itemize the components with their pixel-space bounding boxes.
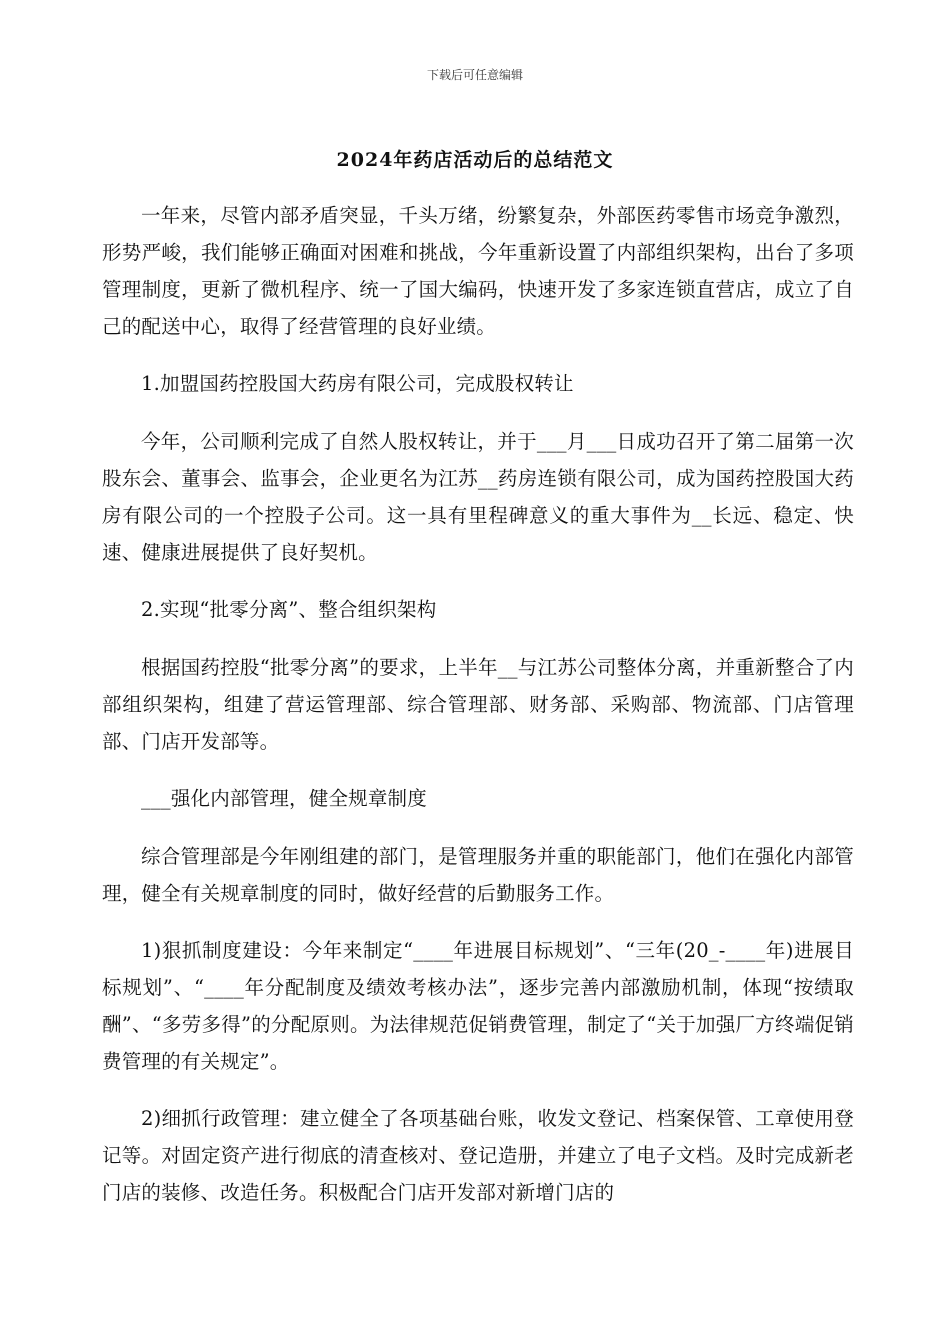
section-heading-2: 2.实现“批零分离”、整合组织架构: [141, 598, 437, 621]
paragraph-reorganization: 根据国药控股“批零分离”的要求，上半年__与江苏公司整体分离，并重新整合了内部组织架构，组建了营运管理部、综合管理部、财务部、采购部、物流部、门店管理部、门店开发部等。: [102, 656, 854, 753]
header-note: 下载后可任意编辑: [426, 68, 523, 82]
paragraph-equity-transfer: 今年，公司顺利完成了自然人股权转让，并于___月___日成功召开了第二届第一次股东会、董事会、监事会，企业更名为江苏__药房连锁有限公司，成为国药控股国大药房有限公司的一个控股子公司。这一具有里程碑意义的重大事件为__长远、稳定、快速、健康进展提供了良好契机。: [102, 430, 854, 564]
document-body: [102, 197, 854, 1231]
paragraph-admin-management: 2)细抓行政管理：建立健全了各项基础台账，收发文登记、档案保管、工章使用登记等。对固定资产进行彻底的清查核对、登记造册，并建立了电子文档。及时完成新老门店的装修、改造任务。积极配合门店开发部对新增门店的: [102, 1107, 854, 1204]
paragraph-intro: 一年来，尽管内部矛盾突显，千头万绪，纷繁复杂，外部医药零售市场竞争激烈，形势严峻，我们能够正确面对困难和挑战，今年重新设置了内部组织架构，出台了多项管理制度，更新了微机程序、统一了国大编码，快速开发了多家连锁直营店，成立了自己的配送中心，取得了经营管理的良好业绩。: [102, 204, 854, 338]
section-heading-3: ___强化内部管理，健全规章制度: [141, 787, 427, 810]
paragraph-management-dept: 综合管理部是今年刚组建的部门，是管理服务并重的职能部门，他们在强化内部管理，健全有关规章制度的同时，做好经营的后勤服务工作。: [102, 845, 854, 905]
section-heading-1: 1.加盟国药控股国大药房有限公司，完成股权转让: [141, 372, 574, 395]
paragraph-system-building: 1)狠抓制度建设：今年来制定“____年进展目标规划”、“三年(20_-____年)进展目标规划”、“____年分配制度及绩效考核办法”，逐步完善内部激励机制，体现“按绩取酬”、“多劳多得”的分配原则。为法律规范促销费管理，制定了“关于加强厂方终端促销费管理的有关规定”。: [102, 939, 854, 1073]
document-title: 2024年药店活动后的总结范文: [336, 149, 614, 171]
